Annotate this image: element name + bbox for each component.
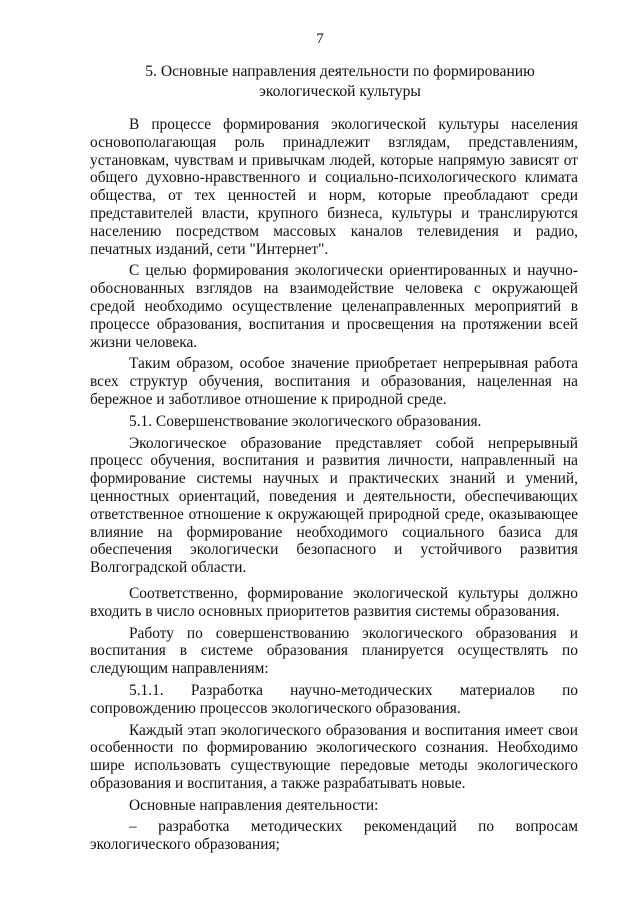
page-number: 7 [316,31,324,47]
body-text [90,116,578,854]
paragraph-continuous-work: Таким образом, особое значение приобретает непрерывная работа всех структур обучения, воспитания и образования, нацеленная на бережное и заботливое отношение к природной среде. [90,355,578,408]
paragraph-priorities: Соответственно, формирование экологической культуры должно входить в число основных приоритетов развития системы образования. [90,584,578,620]
section-heading [90,62,590,102]
paragraph-culture-formation: В процессе формирования экологической культуры населения основополагающая роль принадлежит взглядам, представлениям, установкам, чувствам и привычкам людей, которые напрямую зависят от общего духовно-нравственного и социально-психологического климата общества, от тех ценностей и норм, которые преобладают среди представителей власти, крупного бизнеса, культуры и транслируются населению посредством массовых каналов телевидения и радио, печатных изданий, сети "Интернет". [90,116,578,258]
paragraph-main-directions: Основные направления деятельности: [129,796,379,814]
list-item-recommendations: – разработка методических рекомендаций по вопросам экологического образования; [90,818,578,854]
section-heading-line-2: экологической культуры [259,83,421,100]
paragraph-education-stages: Каждый этап экологического образования и воспитания имеет свои особенности по формированию экологического сознания. Необходимо шире использовать существующие передовые методы экологического образования и воспитания, а также разрабатывать новые. [90,721,578,792]
paragraph-measures-goal: С целью формирования экологически ориентированных и научно-обоснованных взглядов на взаимодействие человека с окружающей средой необходимо осуществление целенаправленных мероприятий в процессе образования, воспитания и просвещения на протяжении всей жизни человека. [90,262,578,351]
paragraph-ecological-education: Экологическое образование представляет собой непрерывный процесс обучения, воспитания и развития личности, направленный на формирование системы научных и практических знаний и умений, ценностных ориентаций, поведения и деятельности, обеспечивающих ответственное отношение к окружающей природной среде, оказывающее влияние на формирование необходимого социального базиса для обеспечения экологически безопасного и устойчивого развития Волгоградской области. [90,434,578,577]
paragraph-work-directions: Работу по совершенствованию экологического образования и воспитания в системе образования планируется осуществлять по следующим направлениям: [90,624,578,678]
section-heading-line-1: 5. Основные направления деятельности по формированию [145,63,535,80]
subsection-heading-5-1-1: 5.1.1. Разработка научно-методических материалов по сопровождению процессов экологического образования. [90,681,578,717]
subsection-heading-5-1: 5.1. Совершенствование экологического образования. [129,412,482,430]
